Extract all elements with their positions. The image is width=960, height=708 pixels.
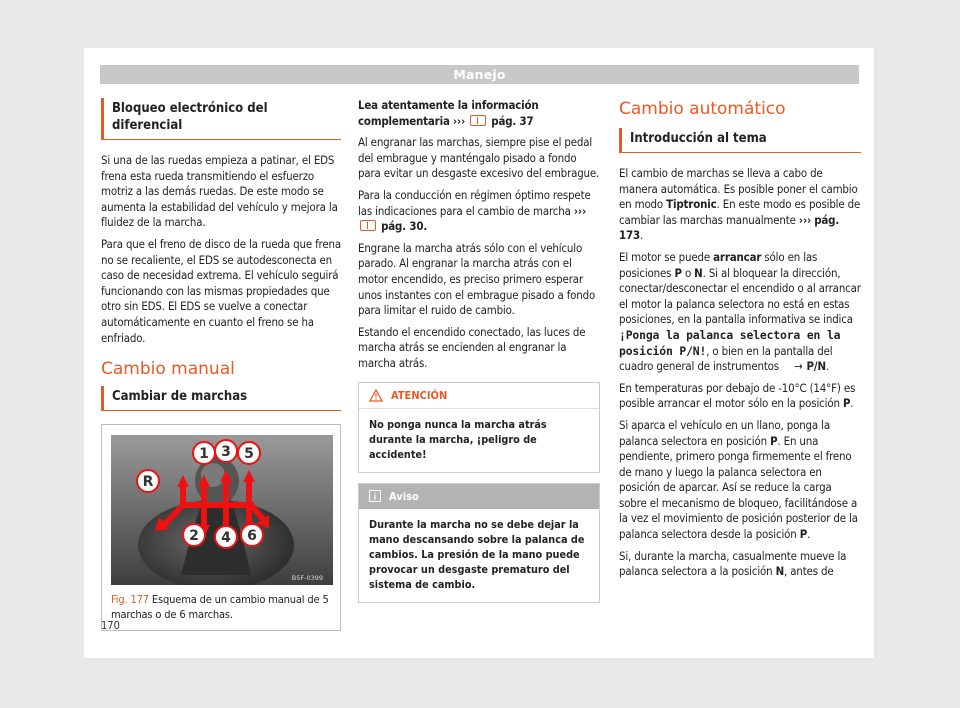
page-reference[interactable]: pág. 30. [381, 219, 428, 234]
paragraph: Si, durante la marcha, casualmente mueve la palanca selectora a la posición N, antes de [619, 548, 847, 579]
page-number: 170 [101, 619, 120, 632]
column-middle [358, 98, 600, 603]
warning-text: No ponga nunca la marcha atrás durante la marcha, ¡peligro de accidente! [369, 417, 547, 461]
section-title-manual: Cambio manual [101, 359, 235, 380]
figure-caption: Fig. 177 Esquema de un cambio manual de 5 marchas o de 6 marchas. [111, 593, 329, 621]
gear-shift-diagram [111, 435, 333, 585]
section-heading-shift: Cambiar de marchas [101, 386, 341, 411]
chapter-header [100, 65, 859, 84]
warning-triangle-icon [369, 389, 383, 402]
warning-title: ATENCIÓN [391, 388, 448, 402]
column-left [101, 98, 341, 631]
paragraph: Para que el freno de disco de la rueda que frena no se recaliente, el EDS se autodesconecta en caso de necesidad extrema. El vehículo seguirá funcionando con las mismas propiedades que otro sin EDS. El EDS se vuelve a conectar automáticamente en cuanto el freno se ha enfriado. [101, 236, 341, 345]
figure-code: B5F-0399 [291, 574, 323, 583]
gear-label: 5 [244, 446, 254, 463]
paragraph: En temperaturas por debajo de -10°C (14°F) es posible arrancar el motor sólo en la posición P. [619, 380, 856, 411]
section-heading-eds: Bloqueo electrónico del diferencial [101, 98, 341, 140]
book-icon [470, 115, 486, 126]
note-header [359, 484, 599, 509]
gear-label: R [142, 474, 154, 491]
gear-label: 6 [247, 528, 257, 545]
paragraph-info: Lea atentamente la información complementaria ››› pág. 37 [358, 98, 539, 128]
page-reference[interactable]: pág. 37 [491, 113, 534, 128]
gear-label: 4 [221, 530, 231, 547]
gear-label: 2 [189, 528, 199, 545]
arrow-right-icon: → [794, 359, 803, 374]
warning-header [359, 383, 599, 409]
book-icon [360, 220, 376, 231]
note-text: Durante la marcha no se debe dejar la mano descansando sobre la palanca de cambios. La presión de la mano puede provocar un desgaste prematuro del sistema de cambio. [369, 517, 585, 591]
paragraph: Si aparca el vehículo en un llano, ponga la palanca selectora en posición P. En una pendiente, primero ponga firmemente el freno de mano y luego la palanca selectora en posición de aparcar. Así se reduce la carga sobre el mecanismo de bloqueo, facilitándose a la vez el movimiento de posición posterior de la palanca selectora desde la posición P. [619, 417, 858, 542]
gear-label: 1 [199, 446, 209, 463]
figure-177 [101, 424, 341, 631]
paragraph: Si una de las ruedas empieza a patinar, el EDS frena esta rueda transmitiendo el esfuerzo motriz a las demás ruedas. De este modo se aumenta la estabilidad del vehículo y mejora la fluidez de la marcha. [101, 153, 338, 230]
display-message: ¡Ponga la palanca selectora en la posición P/N! [619, 327, 841, 358]
column-right [619, 98, 861, 586]
note-box [358, 483, 600, 603]
note-title: Aviso [389, 489, 419, 503]
section-heading-intro: Introducción al tema [619, 128, 861, 153]
paragraph: Estando el encendido conectado, las luces de marcha atrás se encienden al engranar la marcha atrás. [358, 324, 586, 370]
paragraph: Al engranar las marchas, siempre pise el pedal del embrague y manténgalo pisado a fondo para evitar un desgaste excesivo del embrague. [358, 135, 600, 181]
paragraph: El cambio de marchas se lleva a cabo de manera automática. Es posible poner el cambio en modo Tiptronic. En este modo es posible de cambiar las marchas manualmente ››› pág. 173. [619, 166, 861, 243]
indicator-ref: P/N [806, 359, 826, 374]
page-reference[interactable]: pág. 173 [619, 212, 840, 243]
info-icon [369, 490, 381, 502]
chapter-title: Manejo [453, 67, 506, 82]
warning-box [358, 382, 600, 473]
gear-label: 3 [221, 444, 231, 461]
paragraph: Para la conducción en régimen óptimo respete las indicaciones para el cambio de marcha ››› pág. 30. [358, 187, 591, 234]
paragraph: Engrane la marcha atrás sólo con el vehículo parado. Al engranar la marcha atrás con el motor encendido, es preciso primero esperar unos instantes con el embrague pisado a fondo para limitar el ruido de cambio. [358, 240, 596, 318]
paragraph: El motor se puede arrancar sólo en las posiciones P o N. Si al bloquear la dirección, conectar/desconectar el encendido o al arrancar el motor la palanca selectora no está en estas posiciones, en la pantalla informativa se indica ¡Ponga la palanca selectora en la posición P/N!, o bien en la pantalla del cuadro general de instrumentos → P/N. [619, 249, 861, 374]
section-title-auto: Cambio automático [619, 99, 786, 119]
